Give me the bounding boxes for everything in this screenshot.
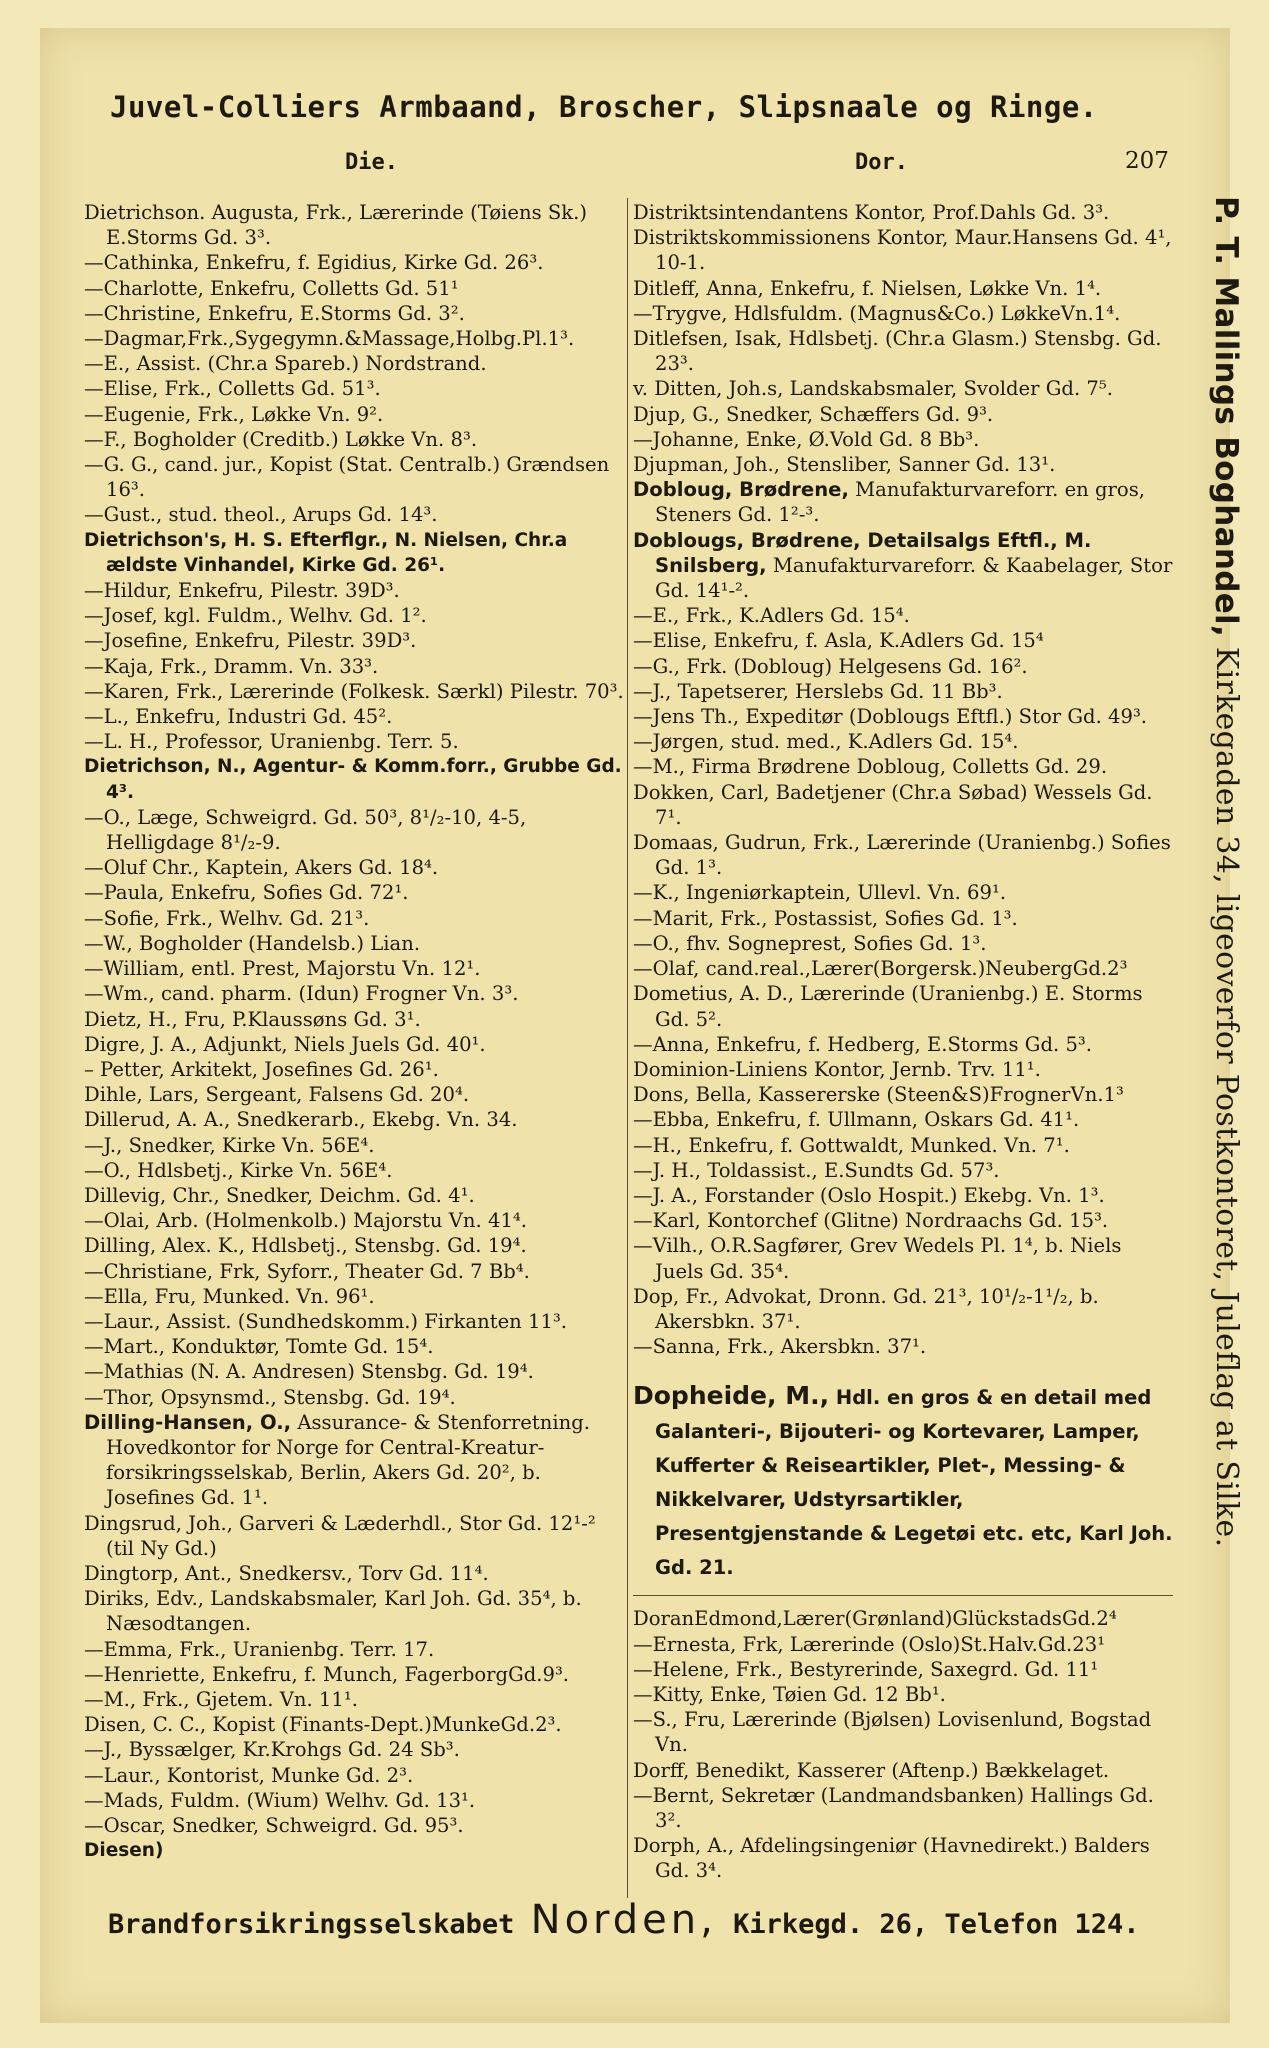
directory-entry: —Cathinka, Enkefru, f. Egidius, Kirke Gd. 26³. xyxy=(84,251,544,275)
directory-entry: —Trygve, Hdlsfuldm. (Magnus&Co.) LøkkeVn.1⁴. xyxy=(633,301,1121,325)
directory-entry: Disen, C. C., Kopist (Finants-Dept.)MunkeGd.2³. xyxy=(84,1713,562,1737)
directory-entry: —Hildur, Enkefru, Pilestr. 39D³. xyxy=(84,579,400,603)
left-column-heading: Die. xyxy=(345,150,398,175)
footer-ad-prefix: Brandforsikringsselskabet xyxy=(108,1909,531,1940)
directory-entry: Digre, J. A., Adjunkt, Niels Juels Gd. 40¹. xyxy=(84,1032,486,1056)
directory-entry: —Kaja, Frk., Dramm. Vn. 33³. xyxy=(84,654,379,678)
directory-entry: —O., Hdlsbetj., Kirke Vn. 56E⁴. xyxy=(84,1158,393,1182)
right-column-entries-2 xyxy=(633,1606,1173,1883)
directory-entry: Dietrichson. Augusta, Frk., Lærerinde (Tøiens Sk.) E.Storms Gd. 3³. xyxy=(84,201,588,250)
directory-entry: Dorph, A., Afdelingsingeniør (Havnedirekt.) Balders Gd. 3⁴. xyxy=(633,1834,1150,1883)
directory-entry: —Kitty, Enke, Tøien Gd. 12 Bb¹. xyxy=(633,1682,946,1706)
directory-entry: —G., Frk. (Dobloug) Helgesens Gd. 16². xyxy=(633,654,1028,678)
directory-entry: Dingtorp, Ant., Snedkersv., Torv Gd. 11⁴. xyxy=(84,1561,489,1585)
side-advertisement xyxy=(1208,196,1244,1547)
directory-entry: —Oluf Chr., Kaptein, Akers Gd. 18⁴. xyxy=(84,856,439,880)
directory-entry: —Karl, Kontorchef (Glitne) Nordraachs Gd. 15³. xyxy=(633,1209,1109,1233)
directory-entry: —W., Bogholder (Handelsb.) Lian. xyxy=(84,931,421,955)
directory-entry: —M., Frk., Gjetem. Vn. 11¹. xyxy=(84,1687,358,1711)
directory-entry: Dihle, Lars, Sergeant, Falsens Gd. 20⁴. xyxy=(84,1083,470,1107)
directory-entry: —Olai, Arb. (Holmenkolb.) Majorstu Vn. 41⁴. xyxy=(84,1209,528,1233)
directory-entry: Diriks, Edv., Landskabsmaler, Karl Joh. Gd. 35⁴, b. Næsodtangen. xyxy=(84,1587,582,1636)
header-advertisement: Juvel-Colliers Armbaand, Broscher, Slipsnaale og Ringe. xyxy=(110,90,1098,124)
directory-entry: —J., Snedker, Kirke Vn. 56E⁴. xyxy=(84,1133,375,1157)
directory-entry: —J., Byssælger, Kr.Krohgs Gd. 24 Sb³. xyxy=(84,1738,460,1762)
directory-entry: —Charlotte, Enkefru, Colletts Gd. 51¹ xyxy=(84,276,459,300)
ad-divider xyxy=(633,1595,1173,1596)
directory-entry: —Dagmar,Frk.,Sygegymn.&Massage,Holbg.Pl.1³. xyxy=(84,327,575,351)
dopheide-advertisement xyxy=(633,1379,1173,1585)
directory-entry: Ditleff, Anna, Enkefru, f. Nielsen, Løkke Vn. 1⁴. xyxy=(633,276,1102,300)
directory-entry: —Karen, Frk., Lærerinde (Folkesk. Særkl) Pilestr. 70³. xyxy=(84,679,624,703)
directory-entry: —Mathias (N. A. Andresen) Stensbg. Gd. 19⁴. xyxy=(84,1360,534,1384)
directory-entry: —Ernesta, Frk, Lærerinde (Oslo)St.Halv.Gd.23¹ xyxy=(633,1632,1106,1656)
directory-entry: —H., Enkefru, f. Gottwaldt, Munked. Vn. 7¹. xyxy=(633,1133,1070,1157)
directory-entry: —Thor, Opsynsmd., Stensbg. Gd. 19⁴. xyxy=(84,1385,456,1409)
directory-entry: —Henriette, Enkefru, f. Munch, FagerborgGd.9³. xyxy=(84,1662,570,1686)
directory-entry: —J., Tapetserer, Herslebs Gd. 11 Bb³. xyxy=(633,679,1003,703)
side-ad-name: P. T. Mallings Boghandel, xyxy=(1208,196,1244,638)
directory-entry: —Vilh., O.R.Sagfører, Grev Wedels Pl. 1⁴, b. Niels Juels Gd. 35⁴. xyxy=(633,1234,1122,1283)
directory-entry: Dietrichson, N., Agentur- & Komm.forr., Grubbe Gd. 4³. xyxy=(84,756,622,803)
directory-entry: —E., Assist. (Chr.a Spareb.) Nordstrand. xyxy=(84,352,487,376)
side-ad-text: Kirkegaden 34, ligeoverfor Postkontoret, Juleflag at Silke. xyxy=(1209,637,1244,1548)
directory-entry: —Anna, Enkefru, f. Hedberg, E.Storms Gd. 5³. xyxy=(633,1032,1092,1056)
directory-entry: – Petter, Arkitekt, Josefines Gd. 26¹. xyxy=(84,1057,439,1081)
directory-entry: —Gust., stud. theol., Arups Gd. 14³. xyxy=(84,503,438,527)
directory-entry xyxy=(633,477,1173,527)
directory-entry: —Jens Th., Expeditør (Doblougs Eftfl.) Stor Gd. 49³. xyxy=(633,705,1148,729)
directory-entry: Dietz, H., Fru, P.Klaussøns Gd. 3¹. xyxy=(84,1007,421,1031)
directory-entry: —Paula, Enkefru, Sofies Gd. 72¹. xyxy=(84,881,409,905)
right-column-entries xyxy=(633,200,1173,1359)
entry-bold-name: Doblougs, Brødrene, Detailsalgs Eftfl., M. Snilsberg, xyxy=(633,528,1092,577)
directory-entry: —Sanna, Frk., Akersbkn. 37¹. xyxy=(633,1335,927,1359)
directory-entry: Diesen) xyxy=(84,1840,164,1862)
directory-entry: —Elise, Frk., Colletts Gd. 51³. xyxy=(84,377,381,401)
directory-entry: —Ella, Fru, Munked. Vn. 96¹. xyxy=(84,1284,375,1308)
entry-bold-name: Dilling-Hansen, O., xyxy=(84,1410,292,1434)
directory-entry: —Olaf, cand.real.,Lærer(Borgersk.)NeubergGd.2³ xyxy=(633,957,1128,981)
directory-entry: —F., Bogholder (Creditb.) Løkke Vn. 8³. xyxy=(84,427,478,451)
directory-entry: —Bernt, Sekretær (Landmandsbanken) Hallings Gd. 3². xyxy=(633,1783,1154,1832)
entry-bold-name: Dobloug, Brødrene, xyxy=(633,478,849,502)
directory-entry: Dometius, A. D., Lærerinde (Uranienbg.) E. Storms Gd. 5². xyxy=(633,982,1143,1031)
directory-entry: Dietrichson's, H. S. Efterflgr., N. Nielsen, Chr.a ældste Vinhandel, Kirke Gd. 26¹. xyxy=(84,529,568,576)
directory-entry: —Laur., Kontorist, Munke Gd. 2³. xyxy=(84,1763,414,1787)
directory-entry: Dorff, Benedikt, Kasserer (Aftenp.) Bækkelaget. xyxy=(633,1758,1110,1782)
directory-entry: —William, entl. Prest, Majorstu Vn. 12¹. xyxy=(84,957,481,981)
directory-entry: Dominion-Liniens Kontor, Jernb. Trv. 11¹. xyxy=(633,1057,1041,1081)
directory-entry: —O., Læge, Schweigrd. Gd. 50³, 8¹/₂-10, 4-5, Helligdage 8¹/₂-9. xyxy=(84,805,527,855)
directory-entry xyxy=(84,1410,624,1511)
footer-ad-company: Norden, xyxy=(530,1897,717,1943)
directory-entry xyxy=(633,528,1173,604)
directory-entry: —Sofie, Frk., Welhv. Gd. 21³. xyxy=(84,906,370,930)
directory-entry: —G. G., cand. jur., Kopist (Stat. Centralb.) Grændsen 16³. xyxy=(84,453,610,502)
dopheide-name: Dopheide, M., xyxy=(633,1381,830,1411)
directory-entry: —Oscar, Snedker, Schweigrd. Gd. 95³. xyxy=(84,1814,464,1837)
column-divider xyxy=(627,198,628,1898)
directory-entry: Domaas, Gudrun, Frk., Lærerinde (Uranienbg.) Sofies Gd. 1³. xyxy=(633,831,1171,880)
directory-entry: —Josefine, Enkefru, Pilestr. 39D³. xyxy=(84,629,417,653)
entry-rest: Manufakturvareforr. & Kaabelager, Stor Gd. 14¹-². xyxy=(655,553,1173,603)
directory-entry: —Emma, Frk., Uranienbg. Terr. 17. xyxy=(84,1637,435,1661)
directory-entry: —L. H., Professor, Uranienbg. Terr. 5. xyxy=(84,730,459,754)
right-column xyxy=(633,200,1173,1884)
directory-entry: v. Ditten, Joh.s, Landskabsmaler, Svolder Gd. 7⁵. xyxy=(633,377,1113,401)
directory-entry: Djup, G., Snedker, Schæffers Gd. 9³. xyxy=(633,402,994,426)
entry-rest: Manufakturvareforr. en gros, Steners Gd. 1²-³. xyxy=(655,478,1145,527)
directory-entry: —O., fhv. Sogneprest, Sofies Gd. 1³. xyxy=(633,931,987,955)
directory-entry: —M., Firma Brødrene Dobloug, Colletts Gd. 29. xyxy=(633,755,1108,779)
directory-entry: —J. H., Toldassist., E.Sundts Gd. 57³. xyxy=(633,1158,1000,1182)
directory-entry: Dillerud, A. A., Snedkerarb., Ekebg. Vn. 34. xyxy=(84,1108,518,1132)
directory-entry: —E., Frk., K.Adlers Gd. 15⁴. xyxy=(633,604,910,628)
directory-entry: —Marit, Frk., Postassist, Sofies Gd. 1³. xyxy=(633,906,1018,930)
directory-entry: —Wm., cand. pharm. (Idun) Frogner Vn. 3³. xyxy=(84,982,519,1006)
directory-entry: —Mart., Konduktør, Tomte Gd. 15⁴. xyxy=(84,1335,434,1359)
directory-entry: —Johanne, Enke, Ø.Vold Gd. 8 Bb³. xyxy=(633,427,980,451)
directory-entry: —Helene, Frk., Bestyrerinde, Saxegrd. Gd. 11¹ xyxy=(633,1657,1099,1681)
directory-entry: Djupman, Joh., Stensliber, Sanner Gd. 13¹. xyxy=(633,453,1056,477)
page-number: 207 xyxy=(1125,148,1169,174)
directory-entry: —J. A., Forstander (Oslo Hospit.) Ekebg. Vn. 1³. xyxy=(633,1183,1105,1207)
directory-entry: Dingsrud, Joh., Garveri & Læderhdl., Stor Gd. 12¹-² (til Ny Gd.) xyxy=(84,1511,596,1560)
directory-entry: —S., Fru, Lærerinde (Bjølsen) Lovisenlund, Bogstad Vn. xyxy=(633,1708,1152,1757)
footer-ad-address: Kirkegd. 26, Telefon 124. xyxy=(716,1909,1140,1940)
directory-entry: —Christine, Enkefru, E.Storms Gd. 3². xyxy=(84,301,465,325)
directory-entry: —Josef, kgl. Fuldm., Welhv. Gd. 1². xyxy=(84,604,427,628)
directory-entry: Dillevig, Chr., Snedker, Deichm. Gd. 4¹. xyxy=(84,1183,475,1207)
directory-entry: —Laur., Assist. (Sundhedskomm.) Firkanten 11³. xyxy=(84,1309,568,1333)
directory-entry: —L., Enkefru, Industri Gd. 45². xyxy=(84,705,393,729)
directory-entry: —Mads, Fuldm. (Wium) Welhv. Gd. 13¹. xyxy=(84,1788,476,1812)
directory-entry: —Ebba, Enkefru, f. Ullmann, Oskars Gd. 41¹. xyxy=(633,1108,1080,1132)
directory-entry: Dons, Bella, Kassererske (Steen&S)FrognerVn.1³ xyxy=(633,1083,1124,1107)
directory-entry: Distriktsintendantens Kontor, Prof.Dahls Gd. 3³. xyxy=(633,201,1110,224)
left-column xyxy=(84,200,624,1863)
entry-rest: Assurance- & Stenforretning. Hovedkontor for Norge for Central-Kreatur-forsikringsselskab, Berlin, Akers Gd. 20², b. Josefines Gd. 1¹. xyxy=(106,1410,590,1510)
directory-entry: DoranEdmond,Lærer(Grønland)GlückstadsGd.2⁴ xyxy=(633,1607,1117,1631)
footer-advertisement xyxy=(108,1897,1198,1943)
directory-entry: Dilling, Alex. K., Hdlsbetj., Stensbg. Gd. 19⁴. xyxy=(84,1234,527,1258)
directory-entry: —Eugenie, Frk., Løkke Vn. 9². xyxy=(84,402,384,426)
directory-entry: Distriktskommissionens Kontor, Maur.Hansens Gd. 4¹, 10-1. xyxy=(633,226,1172,275)
directory-entry: —Elise, Enkefru, f. Asla, K.Adlers Gd. 15⁴ xyxy=(633,629,1044,653)
directory-entry: —Christiane, Frk, Syforr., Theater Gd. 7 Bb⁴. xyxy=(84,1259,530,1283)
directory-entry: Ditlefsen, Isak, Hdlsbetj. (Chr.a Glasm.) Stensbg. Gd. 23³. xyxy=(633,327,1162,376)
directory-entry: Dop, Fr., Advokat, Dronn. Gd. 21³, 10¹/₂-1¹/₂, b. Akersbkn. 37¹. xyxy=(633,1284,1099,1333)
directory-entry: —K., Ingeniørkaptein, Ullevl. Vn. 69¹. xyxy=(633,881,1007,905)
dopheide-text: Hdl. en gros & en detail med Galanteri-, Bijouteri- og Kortevarer, Lamper, Kufferter & Reiseartikler, Plet-, Messing- & Nikkelvarer, Udstyrsartikler, Presentgjenstande & Legetøi etc. etc, Karl Joh. Gd. 21. xyxy=(655,1386,1173,1580)
directory-entry: —Jørgen, stud. med., K.Adlers Gd. 15⁴. xyxy=(633,730,1019,754)
right-column-heading: Dor. xyxy=(855,150,908,175)
directory-entry: Dokken, Carl, Badetjener (Chr.a Søbad) Wessels Gd. 7¹. xyxy=(633,780,1153,829)
